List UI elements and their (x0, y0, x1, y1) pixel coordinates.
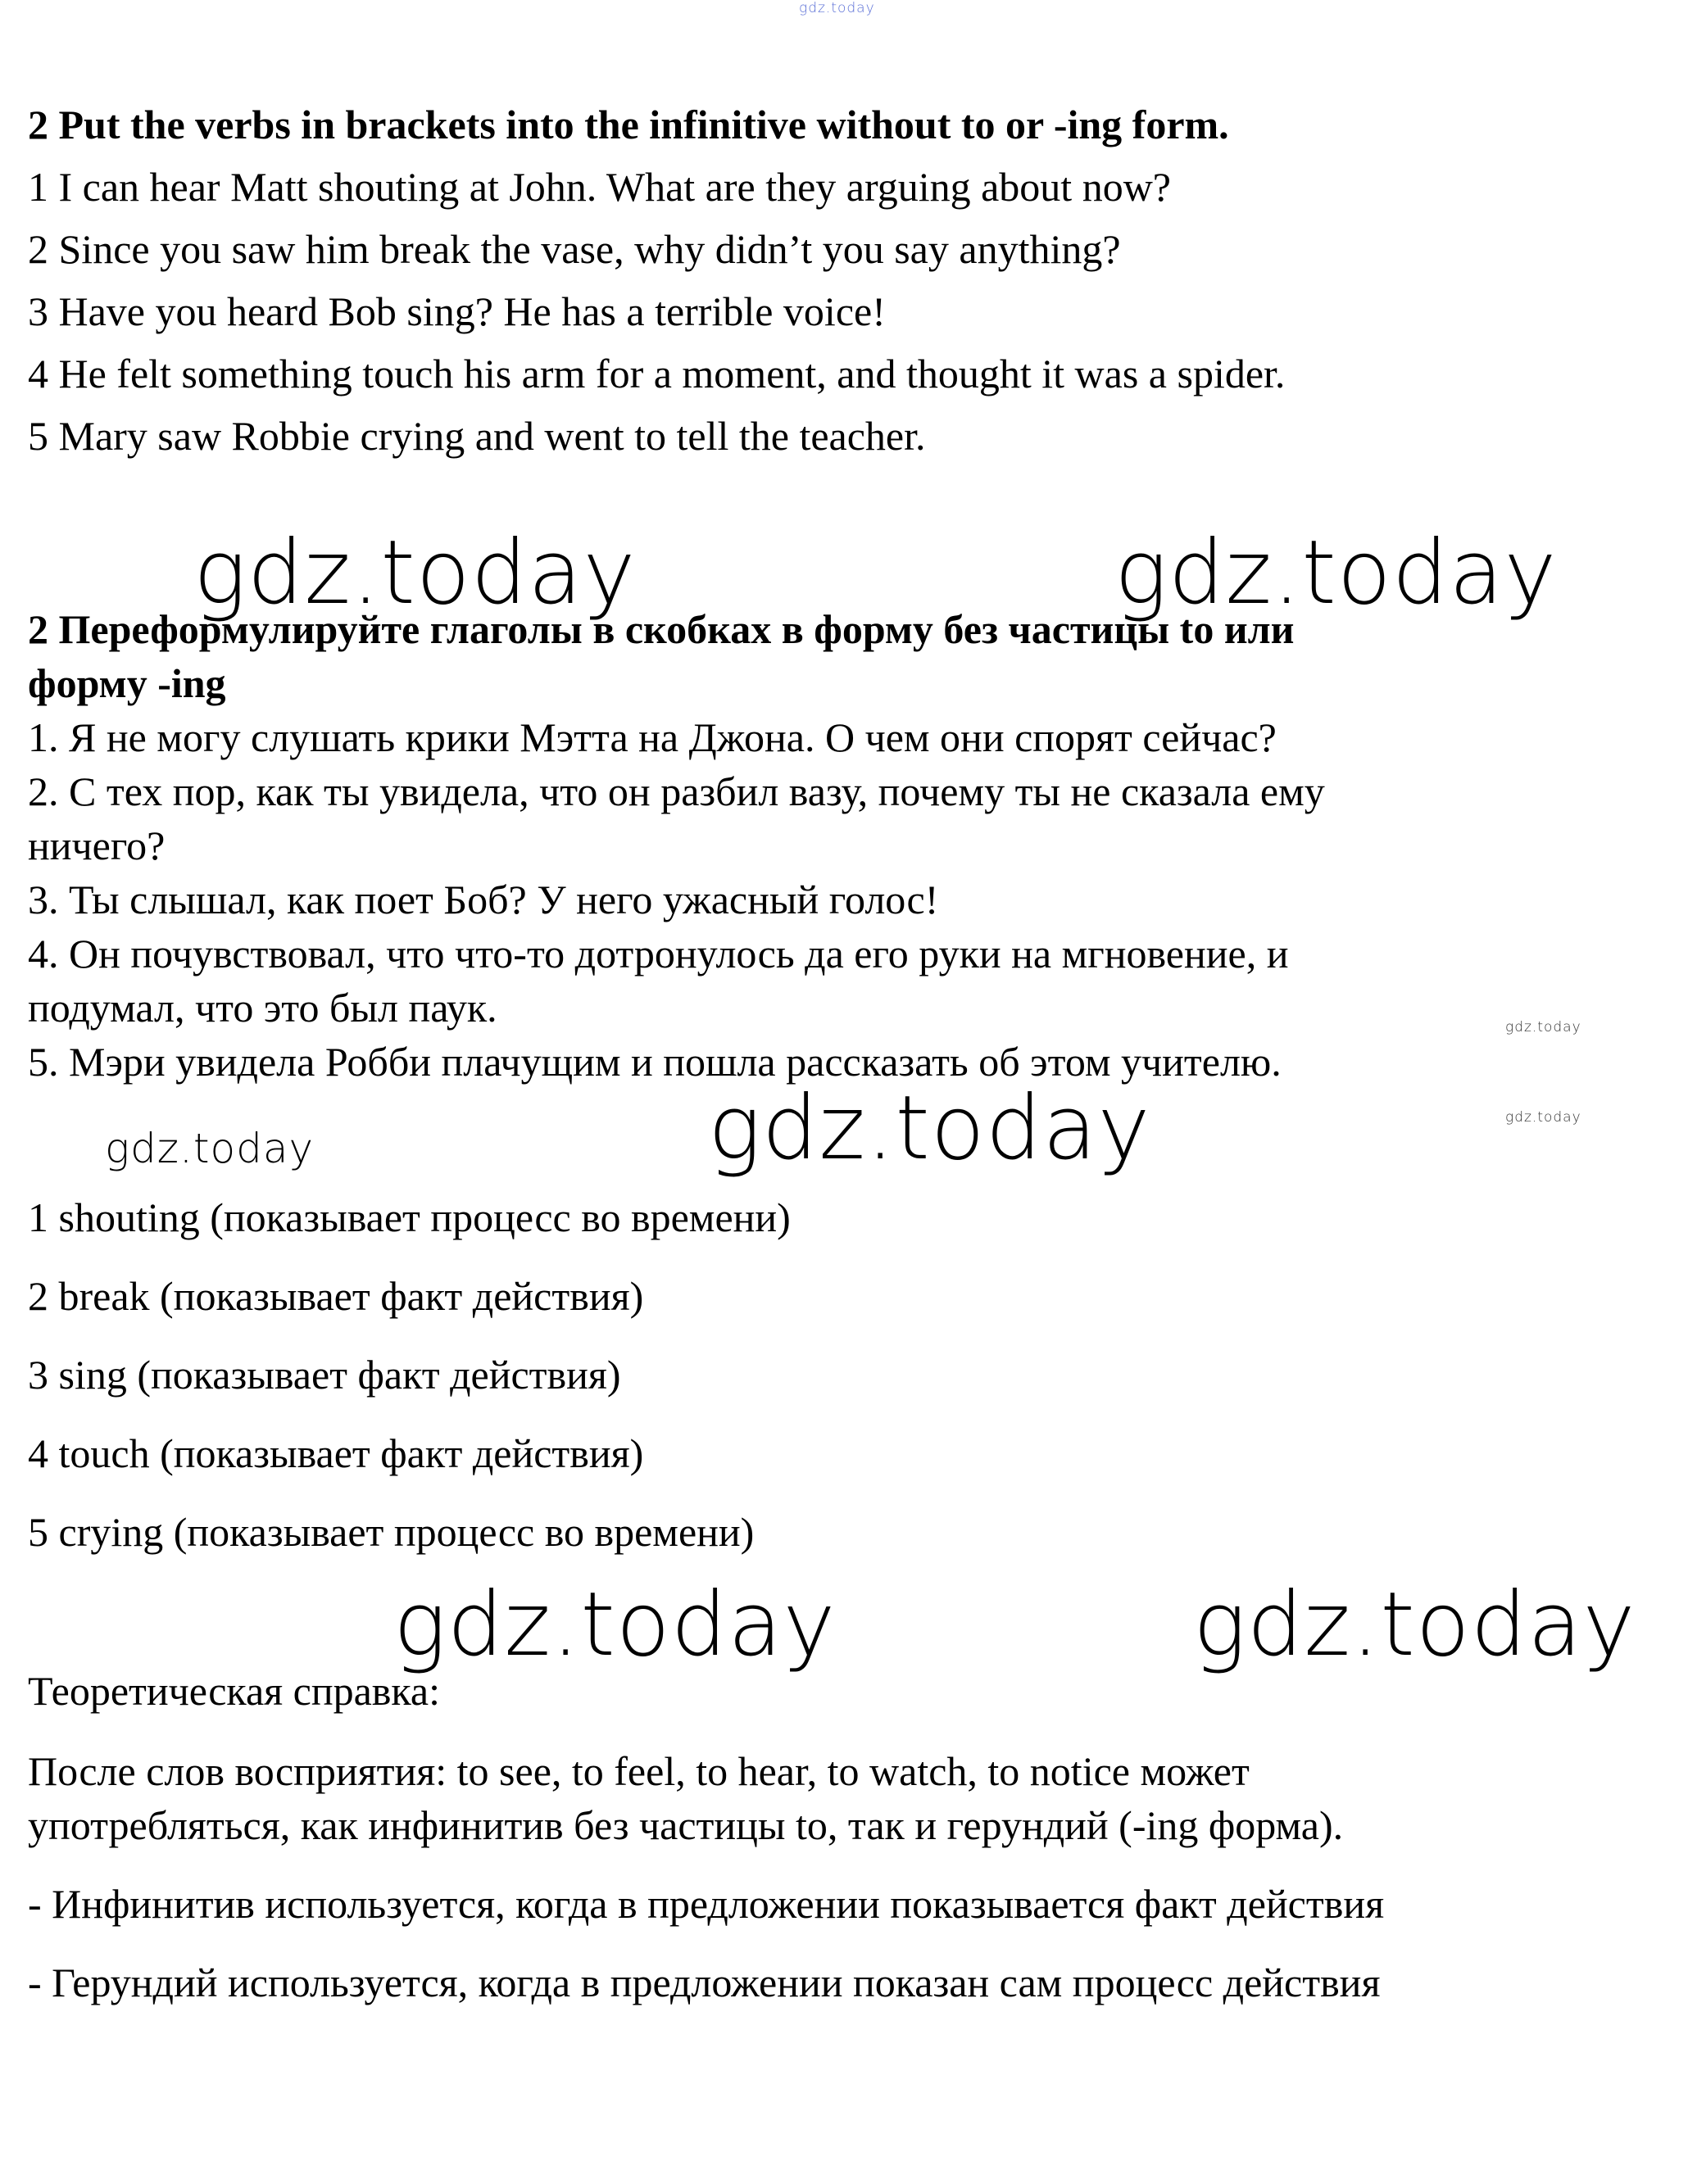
answer-item: 5 crying (показывает процесс во времени) (28, 1509, 755, 1555)
exercise-ru-line: 5. Мэри увидела Робби плачущим и пошла рассказать об этом учителю. (28, 1039, 1282, 1085)
watermark-small: gdz.today (1505, 1109, 1581, 1126)
exercise-ru-line: подумал, что это был паук. (28, 985, 497, 1031)
answer-item: 4 touch (показывает факт действия) (28, 1430, 644, 1476)
exercise-ru-line: ничего? (28, 822, 166, 868)
answer-item: 2 break (показывает факт действия) (28, 1273, 644, 1319)
watermark-medium: gdz.today (105, 1125, 315, 1172)
answer-item: 3 sing (показывает факт действия) (28, 1352, 621, 1398)
exercise-en-item: 1 I can hear Matt shouting at John. What are they arguing about now? (28, 164, 1171, 210)
theory-bullet: - Инфинитив используется, когда в предложении показывается факт действия (28, 1881, 1385, 1927)
exercise-en-item: 2 Since you saw him break the vase, why didn’t you say anything? (28, 226, 1121, 272)
theory-paragraph: После слов восприятия: to see, to feel, to hear, to watch, to notice может (28, 1748, 1250, 1794)
exercise-ru-line: 1. Я не могу слушать крики Мэтта на Джона. О чем они спорят сейчас? (28, 714, 1277, 760)
exercise-en-item: 5 Mary saw Robbie crying and went to tell the teacher. (28, 413, 926, 459)
watermark-large: gdz.today (708, 1077, 1151, 1180)
theory-title: Теоретическая справка: (28, 1668, 441, 1714)
watermark-large: gdz.today (393, 1574, 837, 1676)
exercise-en-item: 3 Have you heard Bob sing? He has a terrible voice! (28, 288, 886, 334)
theory-bullet: - Герундий используется, когда в предложении показан сам процесс действия (28, 1960, 1381, 2005)
exercise-ru-heading-cont: форму -ing (28, 660, 226, 706)
answer-item: 1 shouting (показывает процесс во времени) (28, 1194, 791, 1240)
watermark-small: gdz.today (1505, 1019, 1581, 1035)
watermark-large: gdz.today (1193, 1574, 1636, 1676)
exercise-ru-line: 2. С тех пор, как ты увидела, что он разбил вазу, почему ты не сказала ему (28, 768, 1325, 814)
exercise-ru-heading: 2 Переформулируйте глаголы в скобках в форму без частицы to или (28, 606, 1295, 652)
watermark-large: gdz.today (1114, 522, 1558, 624)
watermark-top: gdz.today (799, 0, 875, 16)
exercise-ru-line: 4. Он почувствовал, что что-то дотронулось да его руки на мгновение, и (28, 931, 1289, 976)
exercise-en-heading: 2 Put the verbs in brackets into the infinitive without to or -ing form. (28, 102, 1229, 147)
watermark-large: gdz.today (193, 522, 637, 624)
exercise-ru-line: 3. Ты слышал, как поет Боб? У него ужасный голос! (28, 877, 939, 922)
exercise-en-item: 4 He felt something touch his arm for a moment, and thought it was a spider. (28, 351, 1286, 396)
theory-paragraph-cont: употребляться, как инфинитив без частицы to, так и герундий (-ing форма). (28, 1802, 1344, 1848)
